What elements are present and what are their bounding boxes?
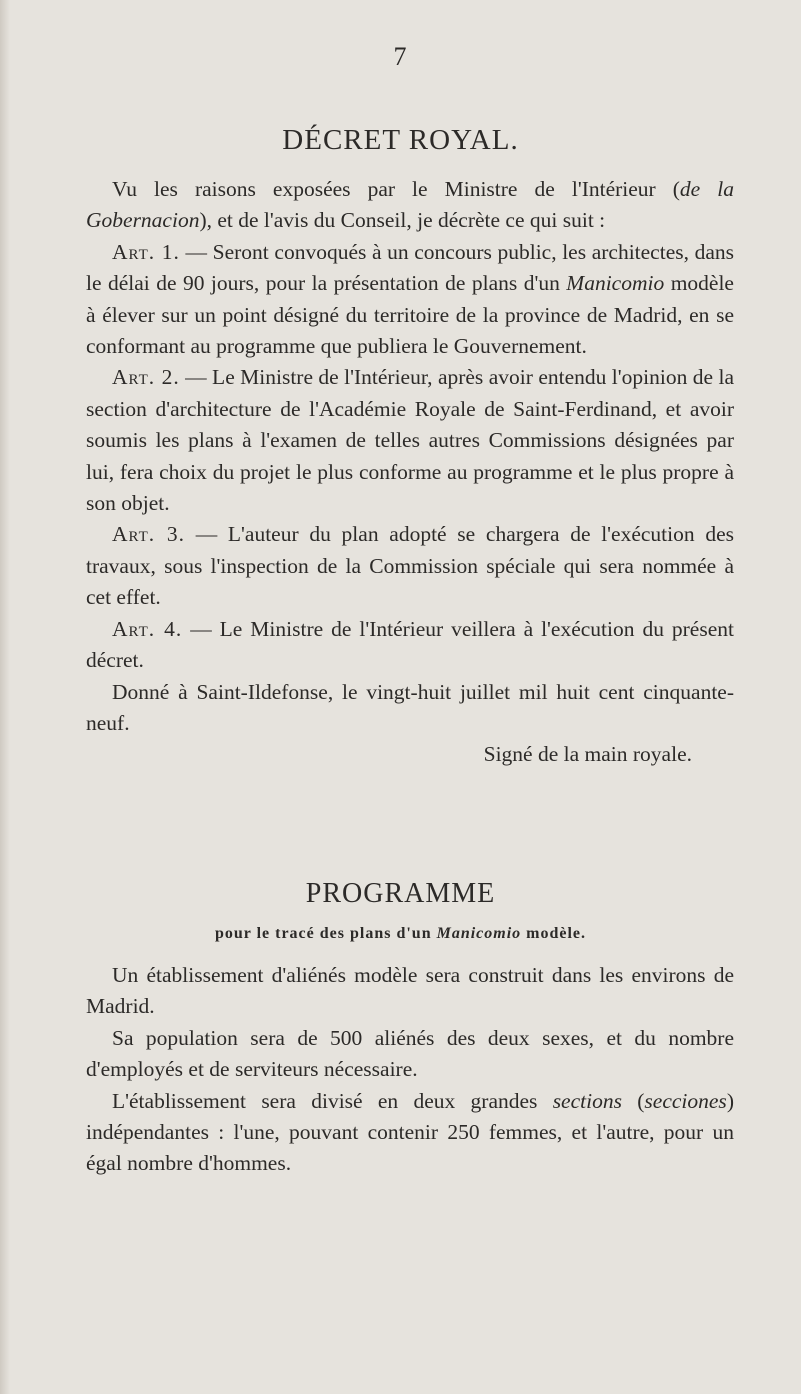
para3-italic-1: sections xyxy=(552,1088,622,1113)
article-2-text: — Le Ministre de l'Intérieur, après avoir entendu l'opinion de la section d'architecture de l'Académie Royale de Saint-Ferdinand, et avoir soumis les plans à l'examen de telles autres Commissions désignées par lui, fera choix du projet le plus conforme au programme et le plus propre à son objet. xyxy=(86,365,734,516)
article-4 xyxy=(86,614,734,677)
subtitle-italic: Manicomio xyxy=(436,925,522,942)
decree-signature: Signé de la main royale. xyxy=(483,742,692,767)
subtitle-text-2: modèle. xyxy=(521,925,587,942)
programme-subtitle xyxy=(0,925,801,943)
decree-title: DÉCRET ROYAL. xyxy=(282,124,519,156)
para3-text-2: ( xyxy=(621,1088,645,1113)
intro-italic: de la Gobernacion xyxy=(86,177,734,233)
programme-paragraph-2: Sa population sera de 500 aliénés des deux sexes, et du nombre d'employés et de serviteurs nécessaire. xyxy=(86,1025,734,1082)
intro-text-2: ), et de l'avis du Conseil, je décrète ce qui suit : xyxy=(199,208,606,233)
article-3 xyxy=(86,519,734,613)
para3-italic-2: secciones xyxy=(644,1088,727,1113)
article-2 xyxy=(86,362,734,519)
decree-intro xyxy=(86,174,734,237)
intro-text-1: Vu les raisons exposées par le Ministre de l'Intérieur ( xyxy=(112,177,680,201)
decree-given: Donné à Saint-Ildefonse, le vingt-huit juillet mil huit cent cinquante-neuf. xyxy=(86,679,734,735)
article-1-label: Art. 1. xyxy=(112,239,180,264)
article-1-text-1: — Seront convoqués à un concours public, les architectes, dans le délai de 90 jours, pour la présentation de plans d'un xyxy=(86,239,735,296)
programme-paragraph-1: Un établissement d'aliénés modèle sera construit dans les environs de Madrid. xyxy=(86,963,734,1019)
page-spine-shadow xyxy=(0,0,10,1394)
para3-text-3: ) indépendantes : l'une, pouvant contenir 250 femmes, et l'autre, pour un égal nombre d'hommes. xyxy=(86,1088,734,1176)
decree-body xyxy=(86,174,734,771)
para3-text-1: L'établissement sera divisé en deux grandes xyxy=(112,1088,553,1113)
page-number: 7 xyxy=(393,42,408,71)
article-4-label: Art. 4. xyxy=(112,616,183,641)
article-4-text: — Le Ministre de l'Intérieur veillera à l'exécution du présent décret. xyxy=(86,616,734,673)
article-3-text: — L'auteur du plan adopté se chargera de l'exécution des travaux, sous l'inspection de la Commission spéciale qui sera nommée à cet effet. xyxy=(86,522,734,610)
article-1 xyxy=(86,237,734,363)
article-1-italic: Manicomio xyxy=(566,271,665,296)
programme-body xyxy=(86,960,734,1180)
subtitle-text-1: pour le tracé des plans d'un xyxy=(214,925,437,942)
programme-title: PROGRAMME xyxy=(305,878,496,909)
article-2-label: Art. 2. xyxy=(112,365,180,390)
programme-paragraph-3 xyxy=(86,1086,734,1180)
article-3-label: Art. 3. xyxy=(112,522,185,547)
article-1-text-2: modèle à élever sur un point désigné du territoire de la province de Madrid, en se conformant au programme que publiera le Gouvernement. xyxy=(86,271,734,359)
